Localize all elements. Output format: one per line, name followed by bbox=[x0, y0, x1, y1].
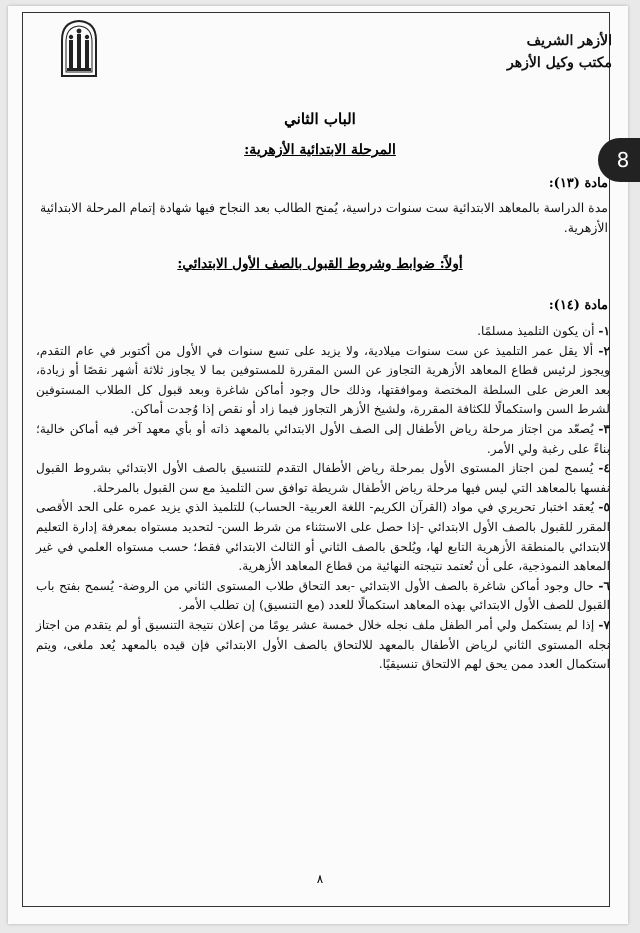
list-item bbox=[36, 459, 610, 498]
clause-number: ٥- bbox=[598, 500, 611, 515]
list-item bbox=[36, 577, 610, 616]
list-item bbox=[36, 420, 610, 459]
page-header bbox=[507, 30, 612, 74]
list-item bbox=[36, 616, 610, 675]
list-item bbox=[36, 322, 610, 342]
clause-text: حال وجود أماكن شاغرة بالصف الأول الابتدائي -بعد التحاق طلاب المستوى الثاني من الروضة- يُسمح بفتح باب القبول للصف الأول الابتدائي بهذه المعاهد استكمالًا للعدد (مع التنسيق) إن تطلب الأمر. bbox=[36, 578, 610, 613]
clause-number: ٣- bbox=[598, 421, 610, 436]
clause-text: يُسمح لمن اجتاز المستوى الأول بمرحلة رياض الأطفال التقدم للتنسيق بالصف الأول الابتدائي بشروط القبول نفسها بالمعاهد التي ليس فيها مرحلة رياض الأطفال شريطة توافق سن التلميذ مع سن القبول بالمرحلة. bbox=[36, 461, 610, 495]
section-title: أولاً: ضوابط وشروط القبول بالصف الأول الابتدائي: bbox=[177, 256, 463, 272]
clause-number: ٦- bbox=[598, 578, 610, 593]
article-14-heading: مادة (١٤): bbox=[548, 298, 608, 313]
article-14-clauses bbox=[36, 322, 610, 675]
clause-text: إذا لم يستكمل ولي أمر الطفل ملف نجله خلال خمسة عشر يومًا من إعلان نتيجة التنسيق أو لم يتقدم من اجتاز نجله المستوى الثاني لرياض الأطفال بالمعهد للالتحاق بالصف الأول الابتدائي فإن قيده بالمعهد يُعد ملغى، ويتم استكمال العدد ممن يحق لهم الالتحاق تنسيقيًا. bbox=[36, 617, 610, 672]
clause-text: يُعقد اختبار تحريري في مواد (القرآن الكريم- اللغة العربية- الحساب) للتلميذ الذي يزيد عمره على الحد الأقصى المقرر للقبول بالصف الأول الابتدائي -إذا حصل على الاستثناء من شرط السن- لتحديد مستواه بمعرفة إدارة التعليم الابتدائي بالمنطقة الأزهرية التابع لها، ويُلحق بالصف الثاني أو الثالث الابتدائي فقط؛ حسب مستواه العلمي في غير المعاهد النموذجية، على أن تُعتمد نتيجته النهائية من قطاع المعاهد الأزهرية. bbox=[36, 500, 610, 574]
article-13-text: مدة الدراسة بالمعاهد الابتدائية ست سنوات دراسية، يُمنح الطالب بعد النجاح فيها شهادة إتمام المرحلة الابتدائية الأزهرية. bbox=[40, 200, 608, 235]
stage-title: المرحلة الابتدائية الأزهرية: bbox=[244, 142, 396, 158]
article-13-heading: مادة (١٣): bbox=[548, 176, 608, 191]
page-tab-badge: 8 bbox=[598, 138, 640, 182]
clause-text: ألا يقل عمر التلميذ عن ست سنوات ميلادية، ولا يزيد على تسع سنوات في الأول من أكتوبر في عام التقدم، ويجوز لرئيس قطاع المعاهد الأزهرية التجاوز عن السن المقررة للمستوفين بما لا يجاوز ثلاثة أشهر نقصًا أو زيادة، بعد العرض على السلطة المختصة وموافقتها، وذلك حال وجود أماكن شاغرة وبعد قبول كل الطلاب المستوفين لشرط السن واستكمالًا للكثافة المقررة، ولشيخ الأزهر التجاوز فيما زاد أو نقص إذا وُجدت أماكن. bbox=[36, 343, 610, 417]
office-name: مكتب وكيل الأزهر bbox=[507, 55, 612, 71]
clause-number: ١- bbox=[598, 324, 610, 338]
clause-number: ٤- bbox=[598, 461, 610, 476]
chapter-title: الباب الثاني bbox=[284, 110, 356, 128]
al-azhar-logo-icon bbox=[58, 18, 100, 78]
clause-text: أن يكون التلميذ مسلمًا. bbox=[477, 324, 595, 338]
clause-number: ٢- bbox=[598, 343, 610, 358]
clause-text: يُصعّد من اجتاز مرحلة رياض الأطفال إلى الصف الأول الابتدائي بالمعهد ذاته أو بأي معهد آخر فيه أماكن خالية؛ بناءً على رغبة ولي الأمر. bbox=[36, 421, 610, 456]
list-item bbox=[36, 342, 610, 420]
list-item bbox=[36, 498, 610, 576]
institution-name: الأزهر الشريف bbox=[526, 33, 612, 49]
page-number: ٨ bbox=[316, 872, 324, 886]
clause-number: ٧- bbox=[598, 617, 611, 632]
